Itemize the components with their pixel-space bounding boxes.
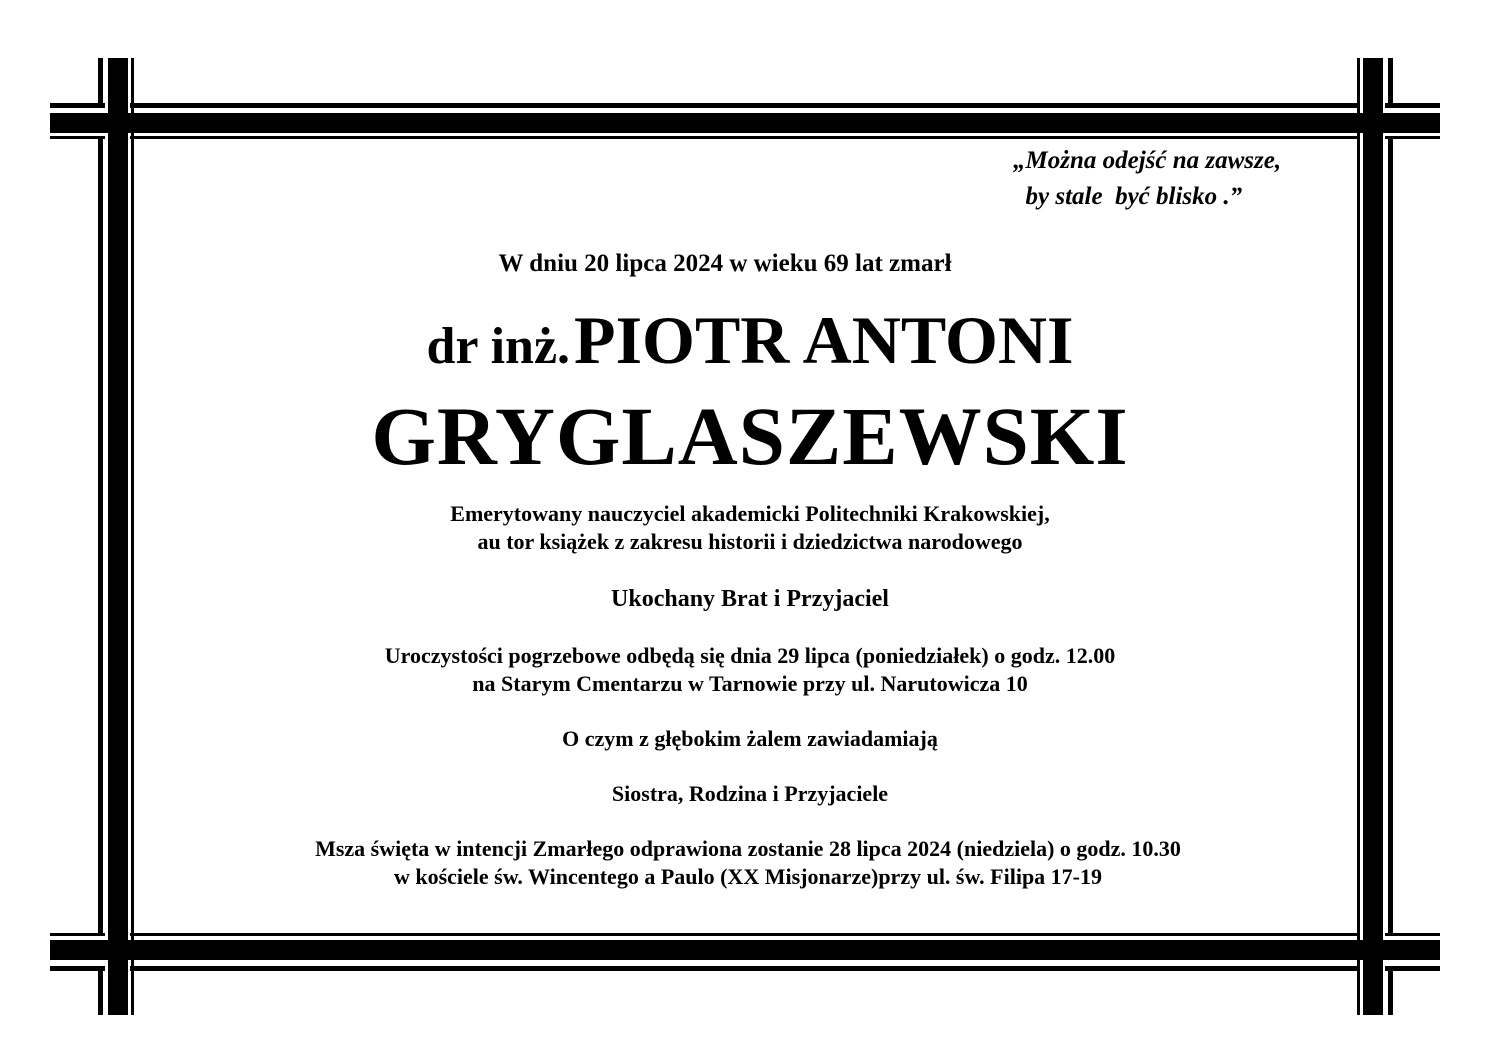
frame-bottom-inner-line [130,933,1360,936]
given-names: PIOTR ANTONI [574,302,1074,378]
deceased-name-line-1 [0,298,1500,401]
frame-top-left-inner-extension [50,136,105,139]
frame-right-thin-line [1388,58,1393,106]
funeral-line-1: Uroczystości pogrzebowe odbędą się dnia 29 lipca (poniedziałek) o godz. 12.00 [384,643,1116,668]
funeral-line-2: na Starym Cmentarzu w Tarnowie przy ul. Narutowicza 10 [472,671,1028,696]
frame-top-thin-line [130,103,1360,108]
frame-bottom-right-extension [1385,966,1440,971]
quote-line-1: „Można odejść na zawsze, [1013,147,1282,174]
frame-bottom-right-inner-extension [1385,933,1440,936]
mass-line-1: Msza święta w intencji Zmarłego odprawiona zostanie 28 lipca 2024 (niedziela) o godz. 10.30 [315,836,1181,861]
bio-line-2: au tor książek z zakresu historii i dziedzictwa narodowego [477,529,1023,554]
mass-details [0,835,1498,891]
frame-top-inner-line [130,136,1360,139]
epigraph-quote [1013,143,1281,215]
frame-right-thin-line-lower [1388,968,1393,1015]
frame-bottom-left-inner-extension [50,933,105,936]
frame-bottom-thin-line [130,966,1360,971]
signed-by: Siostra, Rodzina i Przyjaciele [611,781,889,806]
funeral-details [0,642,1500,698]
title-prefix: dr inż. [426,318,571,375]
quote-line-2: by stale być blisko .” [1013,183,1243,210]
frame-left-thin-line [98,58,103,106]
death-announcement: W dniu 20 lipca 2024 w wieku 69 lat zmarł [498,250,952,277]
biography [0,500,1500,556]
frame-left-thin-line-lower [98,968,103,1015]
frame-bottom-thick-bar [50,940,1440,960]
mass-line-2: w kościele św. Wincentego a Paulo (XX Misjonarze)przy ul. św. Filipa 17-19 [393,864,1103,889]
bio-line-1: Emerytowany nauczyciel akademicki Politechniki Krakowskiej, [450,501,1050,526]
frame-top-right-extension [1385,103,1440,108]
notice-line: O czym z głębokim żalem zawiadamiają [562,726,938,751]
relation-line: Ukochany Brat i Przyjaciel [611,586,889,612]
frame-top-thick-bar [50,113,1440,133]
deceased-surname: GRYGLASZEWSKI [371,390,1129,482]
frame-bottom-left-extension [50,966,105,971]
frame-top-right-inner-extension [1385,136,1440,139]
frame-top-left-extension [50,103,105,108]
